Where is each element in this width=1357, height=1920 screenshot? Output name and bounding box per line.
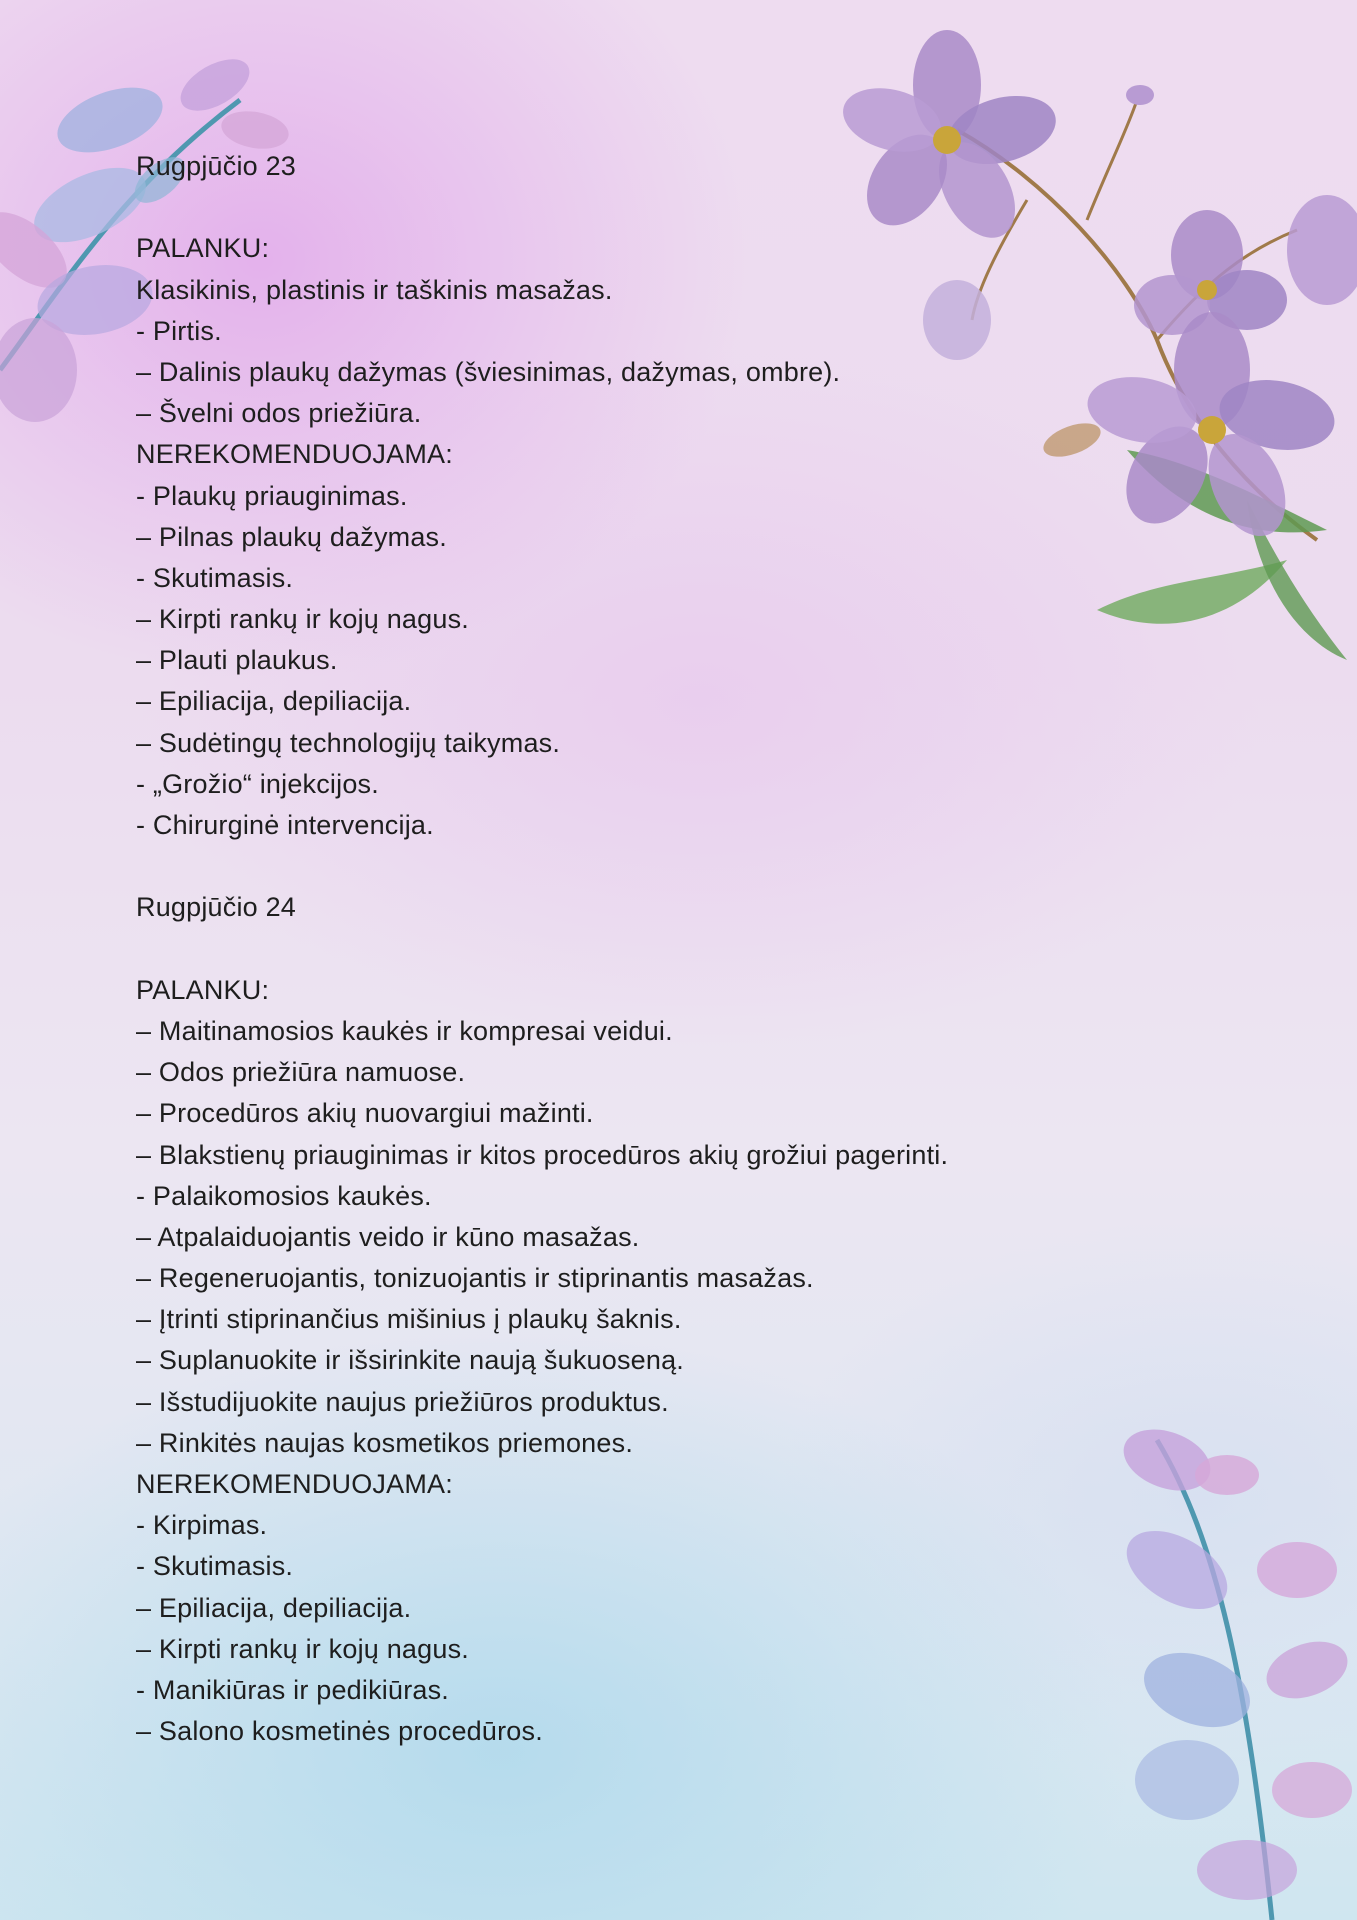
list-item: Klasikinis, plastinis ir taškinis masažas. — [136, 274, 613, 305]
list-item: – Regeneruojantis, tonizuojantis ir stiprinantis masažas. — [136, 1263, 814, 1294]
favorable-heading: PALANKU: — [136, 974, 270, 1005]
list-item: – Odos priežiūra namuose. — [136, 1057, 466, 1088]
list-item: – Blakstienų priauginimas ir kitos procedūros akių grožiui pagerinti. — [136, 1139, 949, 1170]
list-item: – Sudėtingų technologijų taikymas. — [136, 727, 561, 758]
list-item: – Pilnas plaukų dažymas. — [136, 521, 447, 552]
list-item: - Skutimasis. — [136, 562, 294, 593]
list-item: - Palaikomosios kaukės. — [136, 1180, 432, 1211]
list-item: – Įtrinti stiprinančius mišinius į plaukų šaknis. — [136, 1304, 682, 1335]
list-item: - Manikiūras ir pedikiūras. — [136, 1674, 449, 1705]
favorable-list — [136, 270, 1136, 435]
list-item: – Kirpti rankų ir kojų nagus. — [136, 1633, 469, 1664]
list-item: – Kirpti rankų ir kojų nagus. — [136, 604, 469, 635]
not-recommended-heading: NEREKOMENDUOJAMA: — [136, 1469, 453, 1499]
list-item: - Chirurginė intervencija. — [136, 810, 434, 840]
day-section-aug-24 — [136, 887, 1136, 1752]
list-item: – Dalinis plaukų dažymas (šviesinimas, dažymas, ombre). — [136, 356, 841, 387]
list-item: – Procedūros akių nuovargiui mažinti. — [136, 1098, 594, 1129]
list-item: – Salono kosmetinės procedūros. — [136, 1716, 543, 1747]
not-recommended-list — [136, 1505, 1136, 1752]
spacer — [136, 846, 1136, 887]
list-item: – Maitinamosios kaukės ir kompresai veidui. — [136, 1015, 673, 1046]
list-item: – Plauti plaukus. — [136, 645, 338, 676]
favorable-heading: PALANKU: — [136, 233, 270, 264]
list-item: – Epiliacija, depiliacija. — [136, 686, 412, 717]
list-item: – Išstudijuokite naujus priežiūros produktus. — [136, 1386, 669, 1417]
spacer — [136, 187, 1136, 228]
list-item: – Epiliacija, depiliacija. — [136, 1592, 412, 1623]
favorable-list — [136, 1011, 1136, 1464]
list-item: – Suplanuokite ir išsirinkite naują šukuoseną. — [136, 1345, 685, 1376]
list-item: - „Grožio“ injekcijos. — [136, 768, 379, 799]
list-item: – Atpalaiduojantis veido ir kūno masažas. — [136, 1221, 640, 1252]
day-section-aug-23 — [136, 146, 1136, 846]
not-recommended-list — [136, 476, 1136, 847]
list-item: - Skutimasis. — [136, 1551, 294, 1582]
horoscope-text — [136, 146, 1136, 1752]
bottom-right-leaf-branch — [1097, 1420, 1357, 1920]
list-item: - Plaukų priauginimas. — [136, 480, 408, 511]
list-item: – Švelni odos priežiūra. — [136, 398, 422, 429]
section-date: Rugpjūčio 24 — [136, 892, 297, 923]
spacer — [136, 929, 1136, 970]
list-item: - Kirpimas. — [136, 1510, 268, 1541]
list-item: - Pirtis. — [136, 315, 222, 346]
list-item: – Rinkitės naujas kosmetikos priemones. — [136, 1427, 634, 1458]
not-recommended-heading: NEREKOMENDUOJAMA: — [136, 439, 453, 470]
section-date: Rugpjūčio 23 — [136, 151, 297, 181]
